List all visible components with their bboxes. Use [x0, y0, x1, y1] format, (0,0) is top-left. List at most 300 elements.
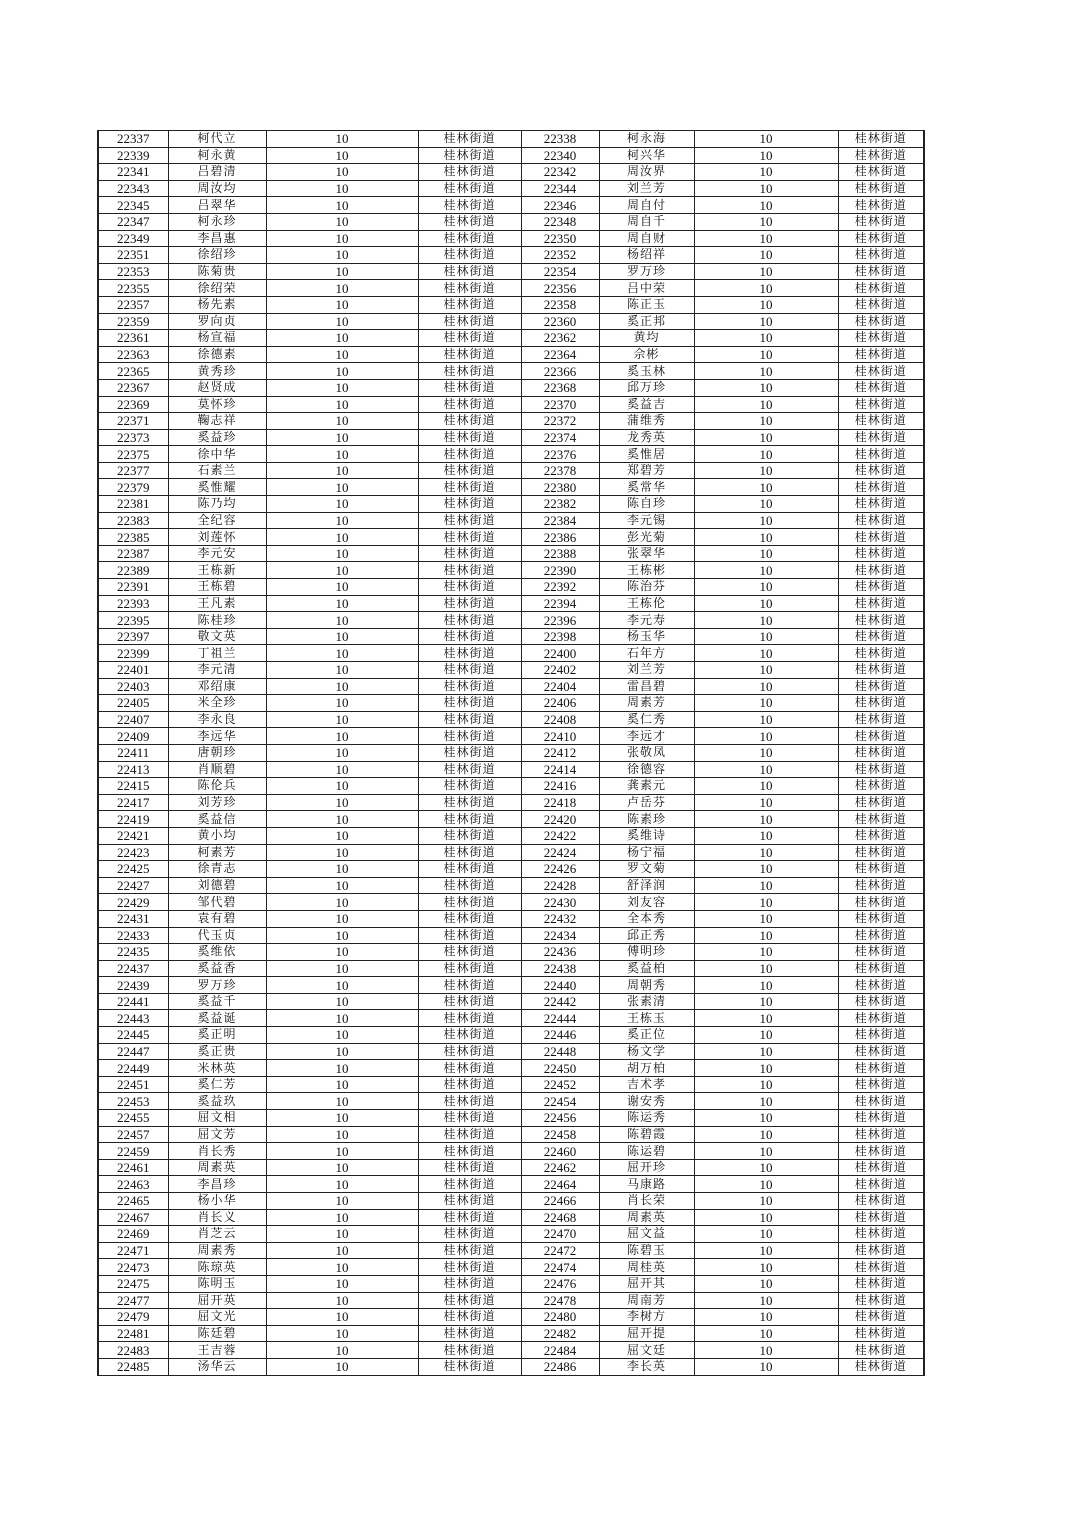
record-id-cell: 22373: [98, 429, 168, 446]
subdistrict-cell: 桂林街道: [418, 1193, 521, 1210]
person-name-cell: 黄秀珍: [168, 363, 266, 380]
amount-cell: 10: [266, 1143, 418, 1160]
amount-cell: 10: [266, 164, 418, 181]
person-name-cell: 奚益珍: [168, 429, 266, 446]
person-name-cell: 郑碧芳: [599, 462, 694, 479]
record-id-cell: 22478: [521, 1292, 599, 1309]
record-id-cell: 22480: [521, 1309, 599, 1326]
subdistrict-cell: 桂林街道: [838, 827, 924, 844]
person-name-cell: 奚益诞: [168, 1010, 266, 1027]
table-row: [98, 1193, 924, 1210]
amount-cell: 10: [266, 1110, 418, 1127]
record-id-cell: 22452: [521, 1076, 599, 1093]
record-id-cell: 22341: [98, 164, 168, 181]
person-name-cell: 罗万珍: [599, 263, 694, 280]
subdistrict-cell: 桂林街道: [418, 794, 521, 811]
person-name-cell: 柯永珍: [168, 213, 266, 230]
amount-cell: 10: [694, 960, 838, 977]
record-id-cell: 22411: [98, 744, 168, 761]
record-id-cell: 22345: [98, 197, 168, 214]
table-row: [98, 761, 924, 778]
person-name-cell: 刘兰芳: [599, 662, 694, 679]
subdistrict-cell: 桂林街道: [418, 462, 521, 479]
amount-cell: 10: [266, 844, 418, 861]
person-name-cell: 奚仁芳: [168, 1076, 266, 1093]
person-name-cell: 屈文相: [168, 1110, 266, 1127]
subdistrict-cell: 桂林街道: [838, 1176, 924, 1193]
record-id-cell: 22427: [98, 877, 168, 894]
amount-cell: 10: [266, 1010, 418, 1027]
record-id-cell: 22376: [521, 446, 599, 463]
subdistrict-cell: 桂林街道: [838, 247, 924, 264]
person-name-cell: 刘莲怀: [168, 529, 266, 546]
subdistrict-cell: 桂林街道: [838, 1309, 924, 1326]
record-id-cell: 22424: [521, 844, 599, 861]
amount-cell: 10: [694, 413, 838, 430]
subdistrict-cell: 桂林街道: [418, 877, 521, 894]
record-id-cell: 22458: [521, 1126, 599, 1143]
table-row: [98, 131, 924, 148]
record-id-cell: 22399: [98, 645, 168, 662]
person-name-cell: 舒泽润: [599, 877, 694, 894]
amount-cell: 10: [694, 595, 838, 612]
record-id-cell: 22387: [98, 545, 168, 562]
amount-cell: 10: [266, 247, 418, 264]
amount-cell: 10: [266, 645, 418, 662]
amount-cell: 10: [266, 545, 418, 562]
subdistrict-cell: 桂林街道: [838, 861, 924, 878]
amount-cell: 10: [694, 512, 838, 529]
table-row: [98, 529, 924, 546]
subdistrict-cell: 桂林街道: [838, 678, 924, 695]
person-name-cell: 杨宣福: [168, 330, 266, 347]
person-name-cell: 奚维诗: [599, 827, 694, 844]
record-id-cell: 22451: [98, 1076, 168, 1093]
record-id-cell: 22460: [521, 1143, 599, 1160]
subdistrict-cell: 桂林街道: [418, 711, 521, 728]
subdistrict-cell: 桂林街道: [418, 662, 521, 679]
record-id-cell: 22365: [98, 363, 168, 380]
subdistrict-cell: 桂林街道: [838, 545, 924, 562]
record-id-cell: 22467: [98, 1209, 168, 1226]
subdistrict-cell: 桂林街道: [418, 413, 521, 430]
person-name-cell: 唐朝珍: [168, 744, 266, 761]
amount-cell: 10: [266, 429, 418, 446]
subdistrict-cell: 桂林街道: [838, 944, 924, 961]
amount-cell: 10: [266, 761, 418, 778]
person-name-cell: 李元安: [168, 545, 266, 562]
person-name-cell: 奚玉林: [599, 363, 694, 380]
amount-cell: 10: [694, 662, 838, 679]
amount-cell: 10: [694, 1292, 838, 1309]
subdistrict-cell: 桂林街道: [418, 512, 521, 529]
amount-cell: 10: [266, 778, 418, 795]
subdistrict-cell: 桂林街道: [418, 1076, 521, 1093]
person-name-cell: 杨绍祥: [599, 247, 694, 264]
table-row: [98, 1325, 924, 1342]
subdistrict-cell: 桂林街道: [838, 1027, 924, 1044]
subdistrict-cell: 桂林街道: [418, 446, 521, 463]
table-row: [98, 1292, 924, 1309]
subdistrict-cell: 桂林街道: [418, 363, 521, 380]
subdistrict-cell: 桂林街道: [418, 346, 521, 363]
person-name-cell: 米全珍: [168, 695, 266, 712]
amount-cell: 10: [266, 462, 418, 479]
record-id-cell: 22354: [521, 263, 599, 280]
amount-cell: 10: [266, 1176, 418, 1193]
person-name-cell: 周自千: [599, 213, 694, 230]
record-id-cell: 22378: [521, 462, 599, 479]
amount-cell: 10: [266, 628, 418, 645]
table-row: [98, 645, 924, 662]
table-row: [98, 296, 924, 313]
record-id-cell: 22393: [98, 595, 168, 612]
record-id-cell: 22392: [521, 579, 599, 596]
person-name-cell: 蒲维秀: [599, 413, 694, 430]
amount-cell: 10: [266, 379, 418, 396]
amount-cell: 10: [266, 1060, 418, 1077]
amount-cell: 10: [266, 512, 418, 529]
amount-cell: 10: [694, 1143, 838, 1160]
record-id-cell: 22468: [521, 1209, 599, 1226]
record-id-cell: 22343: [98, 180, 168, 197]
amount-cell: 10: [694, 1342, 838, 1359]
table-row: [98, 263, 924, 280]
person-name-cell: 王栋彬: [599, 562, 694, 579]
subdistrict-cell: 桂林街道: [418, 927, 521, 944]
person-name-cell: 鞠志祥: [168, 413, 266, 430]
person-name-cell: 佘彬: [599, 346, 694, 363]
amount-cell: 10: [266, 180, 418, 197]
amount-cell: 10: [266, 678, 418, 695]
person-name-cell: 刘友容: [599, 894, 694, 911]
subdistrict-cell: 桂林街道: [838, 413, 924, 430]
record-id-cell: 22471: [98, 1242, 168, 1259]
person-name-cell: 吕中荣: [599, 280, 694, 297]
amount-cell: 10: [694, 1358, 838, 1375]
record-id-cell: 22342: [521, 164, 599, 181]
amount-cell: 10: [694, 1176, 838, 1193]
amount-cell: 10: [694, 562, 838, 579]
person-name-cell: 赵贤成: [168, 379, 266, 396]
person-name-cell: 屈开珍: [599, 1159, 694, 1176]
person-name-cell: 陈治芬: [599, 579, 694, 596]
subdistrict-cell: 桂林街道: [418, 1209, 521, 1226]
amount-cell: 10: [266, 197, 418, 214]
record-id-cell: 22377: [98, 462, 168, 479]
subdistrict-cell: 桂林街道: [418, 247, 521, 264]
amount-cell: 10: [694, 529, 838, 546]
subdistrict-cell: 桂林街道: [838, 1043, 924, 1060]
amount-cell: 10: [694, 545, 838, 562]
record-id-cell: 22442: [521, 993, 599, 1010]
table-row: [98, 164, 924, 181]
subdistrict-cell: 桂林街道: [418, 379, 521, 396]
amount-cell: 10: [266, 1342, 418, 1359]
amount-cell: 10: [694, 180, 838, 197]
person-name-cell: 吉术孝: [599, 1076, 694, 1093]
amount-cell: 10: [694, 1226, 838, 1243]
subdistrict-cell: 桂林街道: [418, 1143, 521, 1160]
subdistrict-cell: 桂林街道: [838, 479, 924, 496]
person-name-cell: 龙秀英: [599, 429, 694, 446]
record-id-cell: 22369: [98, 396, 168, 413]
amount-cell: 10: [266, 728, 418, 745]
record-id-cell: 22361: [98, 330, 168, 347]
table-row: [98, 213, 924, 230]
amount-cell: 10: [694, 330, 838, 347]
person-name-cell: 周朝秀: [599, 977, 694, 994]
amount-cell: 10: [266, 579, 418, 596]
subdistrict-cell: 桂林街道: [838, 446, 924, 463]
record-id-cell: 22439: [98, 977, 168, 994]
amount-cell: 10: [694, 944, 838, 961]
person-name-cell: 李元寿: [599, 612, 694, 629]
person-name-cell: 石素兰: [168, 462, 266, 479]
record-id-cell: 22406: [521, 695, 599, 712]
table-row: [98, 545, 924, 562]
record-id-cell: 22409: [98, 728, 168, 745]
record-id-cell: 22382: [521, 496, 599, 513]
amount-cell: 10: [694, 230, 838, 247]
amount-cell: 10: [694, 1076, 838, 1093]
table-row: [98, 1176, 924, 1193]
subdistrict-cell: 桂林街道: [418, 1292, 521, 1309]
record-id-cell: 22416: [521, 778, 599, 795]
subdistrict-cell: 桂林街道: [418, 213, 521, 230]
record-id-cell: 22350: [521, 230, 599, 247]
person-name-cell: 屈开英: [168, 1292, 266, 1309]
subdistrict-cell: 桂林街道: [418, 944, 521, 961]
person-name-cell: 奚益玖: [168, 1093, 266, 1110]
amount-cell: 10: [694, 827, 838, 844]
amount-cell: 10: [266, 1043, 418, 1060]
record-id-cell: 22465: [98, 1193, 168, 1210]
person-name-cell: 奚正贵: [168, 1043, 266, 1060]
amount-cell: 10: [266, 1292, 418, 1309]
person-name-cell: 罗文菊: [599, 861, 694, 878]
amount-cell: 10: [694, 1060, 838, 1077]
record-id-cell: 22470: [521, 1226, 599, 1243]
subdistrict-cell: 桂林街道: [838, 960, 924, 977]
table-row: [98, 479, 924, 496]
record-id-cell: 22461: [98, 1159, 168, 1176]
table-row: [98, 1226, 924, 1243]
amount-cell: 10: [266, 1159, 418, 1176]
subdistrict-cell: 桂林街道: [418, 1093, 521, 1110]
record-id-cell: 22404: [521, 678, 599, 695]
subdistrict-cell: 桂林街道: [838, 164, 924, 181]
table-row: [98, 1076, 924, 1093]
record-id-cell: 22420: [521, 811, 599, 828]
record-id-cell: 22413: [98, 761, 168, 778]
amount-cell: 10: [266, 296, 418, 313]
person-name-cell: 刘芳珍: [168, 794, 266, 811]
amount-cell: 10: [694, 396, 838, 413]
roster-body: [98, 131, 924, 1376]
subdistrict-cell: 桂林街道: [838, 579, 924, 596]
person-name-cell: 奚益香: [168, 960, 266, 977]
subdistrict-cell: 桂林街道: [838, 1242, 924, 1259]
subdistrict-cell: 桂林街道: [838, 1060, 924, 1077]
amount-cell: 10: [266, 827, 418, 844]
amount-cell: 10: [266, 562, 418, 579]
table-row: [98, 894, 924, 911]
person-name-cell: 邱万珍: [599, 379, 694, 396]
amount-cell: 10: [266, 346, 418, 363]
amount-cell: 10: [266, 794, 418, 811]
record-id-cell: 22455: [98, 1110, 168, 1127]
person-name-cell: 傅明珍: [599, 944, 694, 961]
record-id-cell: 22445: [98, 1027, 168, 1044]
subdistrict-cell: 桂林街道: [838, 296, 924, 313]
amount-cell: 10: [694, 147, 838, 164]
subdistrict-cell: 桂林街道: [418, 479, 521, 496]
table-row: [98, 1358, 924, 1375]
subdistrict-cell: 桂林街道: [418, 164, 521, 181]
table-row: [98, 1027, 924, 1044]
person-name-cell: 奚益千: [168, 993, 266, 1010]
amount-cell: 10: [266, 1226, 418, 1243]
table-row: [98, 346, 924, 363]
table-row: [98, 230, 924, 247]
amount-cell: 10: [266, 1242, 418, 1259]
amount-cell: 10: [266, 263, 418, 280]
amount-cell: 10: [694, 778, 838, 795]
table-row: [98, 711, 924, 728]
amount-cell: 10: [694, 645, 838, 662]
record-id-cell: 22385: [98, 529, 168, 546]
person-name-cell: 张翠华: [599, 545, 694, 562]
record-id-cell: 22353: [98, 263, 168, 280]
amount-cell: 10: [694, 811, 838, 828]
person-name-cell: 陈琼英: [168, 1259, 266, 1276]
subdistrict-cell: 桂林街道: [838, 131, 924, 148]
subdistrict-cell: 桂林街道: [418, 1309, 521, 1326]
record-id-cell: 22415: [98, 778, 168, 795]
person-name-cell: 彭光菊: [599, 529, 694, 546]
person-name-cell: 周自付: [599, 197, 694, 214]
record-id-cell: 22476: [521, 1275, 599, 1292]
subdistrict-cell: 桂林街道: [418, 728, 521, 745]
amount-cell: 10: [266, 894, 418, 911]
amount-cell: 10: [694, 1193, 838, 1210]
record-id-cell: 22339: [98, 147, 168, 164]
person-name-cell: 奚正位: [599, 1027, 694, 1044]
person-name-cell: 徐青志: [168, 861, 266, 878]
subdistrict-cell: 桂林街道: [418, 778, 521, 795]
subdistrict-cell: 桂林街道: [418, 147, 521, 164]
table-row: [98, 396, 924, 413]
subdistrict-cell: 桂林街道: [418, 1043, 521, 1060]
subdistrict-cell: 桂林街道: [838, 844, 924, 861]
subdistrict-cell: 桂林街道: [838, 761, 924, 778]
table-row: [98, 811, 924, 828]
amount-cell: 10: [694, 1325, 838, 1342]
subdistrict-cell: 桂林街道: [838, 230, 924, 247]
record-id-cell: 22366: [521, 363, 599, 380]
amount-cell: 10: [694, 313, 838, 330]
amount-cell: 10: [694, 263, 838, 280]
table-row: [98, 197, 924, 214]
person-name-cell: 全本秀: [599, 910, 694, 927]
table-row: [98, 977, 924, 994]
subdistrict-cell: 桂林街道: [838, 363, 924, 380]
record-id-cell: 22379: [98, 479, 168, 496]
person-name-cell: 卢岳芬: [599, 794, 694, 811]
subdistrict-cell: 桂林街道: [838, 396, 924, 413]
subdistrict-cell: 桂林街道: [838, 1159, 924, 1176]
subdistrict-cell: 桂林街道: [418, 612, 521, 629]
table-row: [98, 944, 924, 961]
record-id-cell: 22380: [521, 479, 599, 496]
record-id-cell: 22462: [521, 1159, 599, 1176]
person-name-cell: 杨宁福: [599, 844, 694, 861]
record-id-cell: 22429: [98, 894, 168, 911]
record-id-cell: 22483: [98, 1342, 168, 1359]
table-row: [98, 446, 924, 463]
subdistrict-cell: 桂林街道: [838, 147, 924, 164]
record-id-cell: 22346: [521, 197, 599, 214]
subdistrict-cell: 桂林街道: [838, 529, 924, 546]
amount-cell: 10: [694, 744, 838, 761]
record-id-cell: 22391: [98, 579, 168, 596]
person-name-cell: 屈文芳: [168, 1126, 266, 1143]
record-id-cell: 22347: [98, 213, 168, 230]
table-row: [98, 993, 924, 1010]
subdistrict-cell: 桂林街道: [838, 993, 924, 1010]
amount-cell: 10: [266, 811, 418, 828]
subdistrict-cell: 桂林街道: [838, 313, 924, 330]
person-name-cell: 周汝界: [599, 164, 694, 181]
subdistrict-cell: 桂林街道: [418, 861, 521, 878]
subdistrict-cell: 桂林街道: [838, 330, 924, 347]
amount-cell: 10: [694, 446, 838, 463]
subdistrict-cell: 桂林街道: [418, 579, 521, 596]
subdistrict-cell: 桂林街道: [418, 761, 521, 778]
amount-cell: 10: [694, 678, 838, 695]
record-id-cell: 22364: [521, 346, 599, 363]
amount-cell: 10: [266, 927, 418, 944]
amount-cell: 10: [694, 496, 838, 513]
amount-cell: 10: [694, 894, 838, 911]
amount-cell: 10: [694, 164, 838, 181]
table-row: [98, 1010, 924, 1027]
record-id-cell: 22386: [521, 529, 599, 546]
person-name-cell: 张素清: [599, 993, 694, 1010]
subdistrict-cell: 桂林街道: [418, 396, 521, 413]
person-name-cell: 徐德素: [168, 346, 266, 363]
subdistrict-cell: 桂林街道: [418, 678, 521, 695]
person-name-cell: 肖长秀: [168, 1143, 266, 1160]
record-id-cell: 22398: [521, 628, 599, 645]
subdistrict-cell: 桂林街道: [838, 562, 924, 579]
table-row: [98, 330, 924, 347]
amount-cell: 10: [694, 462, 838, 479]
subdistrict-cell: 桂林街道: [838, 1093, 924, 1110]
table-row: [98, 1275, 924, 1292]
record-id-cell: 22356: [521, 280, 599, 297]
person-name-cell: 陈正玉: [599, 296, 694, 313]
amount-cell: 10: [694, 728, 838, 745]
record-id-cell: 22434: [521, 927, 599, 944]
subdistrict-cell: 桂林街道: [838, 280, 924, 297]
record-id-cell: 22475: [98, 1275, 168, 1292]
person-name-cell: 王栋碧: [168, 579, 266, 596]
person-name-cell: 屈开提: [599, 1325, 694, 1342]
person-name-cell: 李昌珍: [168, 1176, 266, 1193]
table-row: [98, 794, 924, 811]
